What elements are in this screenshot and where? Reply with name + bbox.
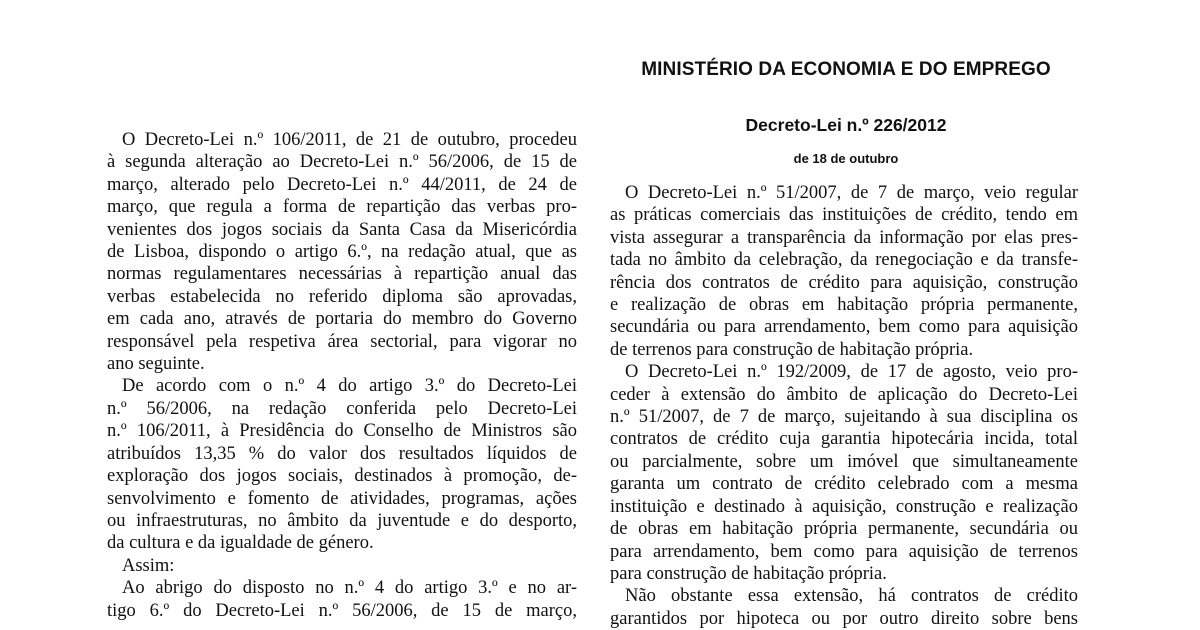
ministry-heading: MINISTÉRIO DA ECONOMIA E DO EMPREGO [641,59,1051,80]
text-line: da cultura e da igualdade de género. [107,533,374,554]
text-line: e realização de obras em habitação própria permanente, [610,295,1078,316]
text-line: rência dos contratos de crédito para aquisição, construção [610,272,1078,293]
text-line: atribuídos 13,35 % do valor dos resultados líquidos de [107,443,577,464]
text-line: contratos de crédito cuja garantia hipotecária incida, total [610,429,1078,450]
text-line: De acordo com o n.º 4 do artigo 3.º do Decreto-Lei [122,376,577,397]
text-line: O Decreto-Lei n.º 192/2009, de 17 de agosto, veio pro- [625,362,1078,383]
text-line: n.º 51/2007, de 7 de março, sujeitando à sua disciplina os [610,407,1078,428]
text-line: instituição e destinado à aquisição, construção e realização [610,496,1078,517]
text-line: ou parcialmente, sobre um imóvel que simultaneamente [610,451,1078,472]
text-line: normas regulamentares necessárias à repartição anual das [107,264,577,285]
text-line: março, que regula a forma de repartição das verbas pro- [107,197,577,218]
decree-title: Decreto-Lei n.º 226/2012 [745,115,947,135]
text-line: secundária ou para arrendamento, bem como para aquisição [610,317,1078,338]
text-line: n.º 56/2006, na redação conferida pelo Decreto-Lei [107,398,577,419]
text-line: O Decreto-Lei n.º 106/2011, de 21 de outubro, procedeu [122,130,577,150]
text-line: para arrendamento, bem como para aquisição de terrenos [610,541,1078,562]
text-line: Assim: [122,555,175,576]
text-line: exploração dos jogos sociais, destinados à promoção, de- [107,466,577,487]
paragraph [610,361,1078,585]
text-line: à segunda alteração ao Decreto-Lei n.º 56/2006, de 15 de [107,152,577,173]
decree-date: de 18 de outubro [793,151,899,166]
right-text-column [610,182,1078,630]
text-line: O Decreto-Lei n.º 51/2007, de 7 de março, veio regular [625,183,1078,203]
paragraph [610,585,1078,630]
text-line: tigo 6.º do Decreto-Lei n.º 56/2006, de 15 de março, [107,600,577,621]
text-line: vista assegurar a transparência da informação por elas pres- [610,227,1078,248]
text-line: verbas estabelecida no referido diploma são aprovadas, [107,286,577,307]
text-line: em cada ano, através de portaria do membro do Governo [107,309,577,330]
text-line: para construção de habitação própria. [610,563,887,584]
text-line: garantidos por hipoteca ou por outro direito sobre bens [610,608,1078,629]
text-line: Não obstante essa extensão, há contratos de crédito [625,586,1078,607]
text-line: de obras em habitação própria permanente, secundária ou [610,519,1078,540]
text-line: senvolvimento e fomento de atividades, programas, ações [107,488,577,509]
text-line: garanta um contrato de crédito celebrado com a mesma [610,474,1078,495]
paragraph [610,182,1078,361]
left-text-column [107,129,577,622]
paragraph [107,129,577,375]
text-line: as práticas comerciais das instituições de crédito, tendo em [610,205,1078,226]
text-line: ano seguinte. [107,354,205,375]
text-line: tada no âmbito da celebração, da renegociação e da transfe- [610,250,1078,271]
text-line: Ao abrigo do disposto no n.º 4 do artigo 3.º e no ar- [122,578,577,599]
paragraph [107,555,577,577]
text-line: n.º 106/2011, à Presidência do Conselho de Ministros são [107,421,577,442]
paragraph [107,375,577,554]
text-line: de terrenos para construção de habitação própria. [610,339,974,360]
text-line: março, alterado pelo Decreto-Lei n.º 44/2011, de 24 de [107,174,577,195]
text-line: de Lisboa, dispondo o artigo 6.º, na redação atual, que as [107,242,577,263]
text-line: ou infraestruturas, no âmbito da juventude e do desporto, [107,510,577,531]
text-line: venientes dos jogos sociais da Santa Casa da Misericórdia [107,219,577,240]
text-line: ceder à extensão do âmbito de aplicação do Decreto-Lei [610,384,1078,405]
paragraph [107,577,577,622]
text-line: responsável pela respetiva área sectorial, para vigorar no [107,331,577,352]
